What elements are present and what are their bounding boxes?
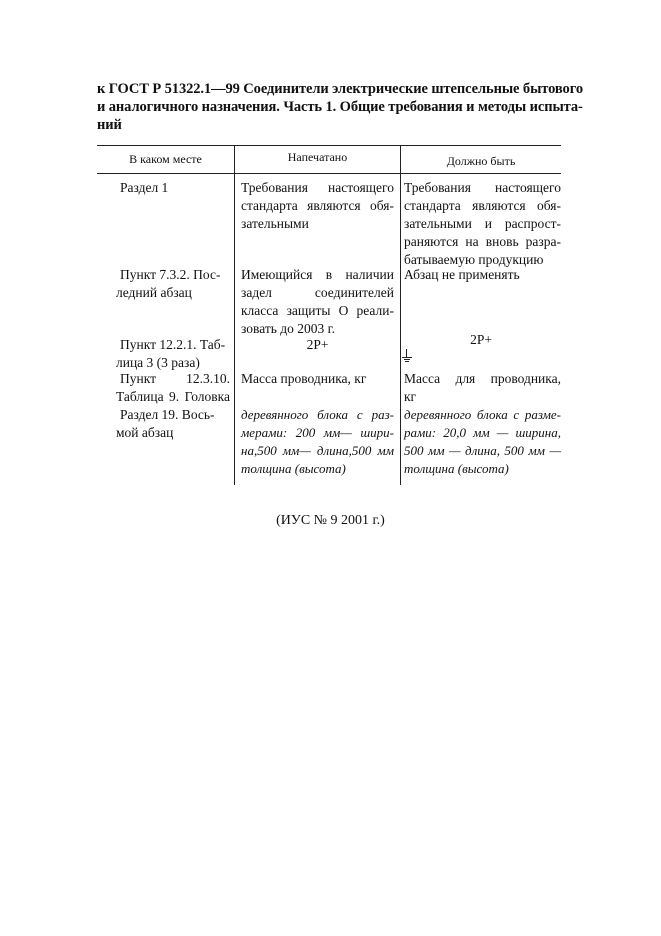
table-row-1-printed: Требования настоящего стандарта являются обя- зательными (241, 180, 394, 231)
table-row-1-place: Раздел 1 (120, 180, 169, 195)
table-row-3-should-be: 2Р+ (401, 331, 561, 363)
table-column-divider-2 (400, 145, 401, 485)
table-row-1-should-be: Требования настоящего стандарта являются обя- зательными и распрост- раняются на вновь разра- батываемую продукцию (404, 180, 561, 267)
table-top-rule (97, 145, 561, 146)
publication-reference: (ИУС № 9 2001 г.) (276, 513, 385, 528)
table-row-2-should-be: Абзац не применять (404, 267, 520, 282)
table-row-5-printed: деревянного блока с раз- мерами: 200 мм— шири- на,500 мм— длина,500 мм толщина (высота) (241, 407, 394, 476)
title-line-2: и аналогичного назначения. Часть 1. Общие требования и методы испыта- (97, 99, 583, 115)
table-row-4-printed: Масса проводника, кг (241, 371, 367, 386)
table-row-3-place: Пункт 12.2.1. Таб- лица 3 (3 раза) (116, 337, 226, 370)
header-place: В каком месте (129, 152, 202, 166)
table-row-2-place: Пункт 7.3.2. Пос- ледний абзац (116, 267, 221, 300)
header-printed: Напечатано (287, 150, 348, 164)
header-should-be: Должно быть (446, 154, 516, 168)
table-row-5-should-be: деревянного блока с разме- рами: 20,0 мм — ширина, 500 мм — длина, 500 мм — толщина (высота) (404, 407, 561, 476)
table-row-2-printed: Имеющийся в наличии задел соединителей класса защиты О реали- зовать до 2003 г. (241, 267, 394, 336)
table-row-3-printed: 2Р+ (306, 337, 329, 352)
title-line-1: к ГОСТ Р 51322.1—99 Соединители электрические штепсельные бытового (97, 81, 583, 97)
table-row-5-place: Раздел 19. Вось- мой абзац (116, 407, 215, 440)
table-column-divider-1 (234, 145, 235, 485)
page-title (97, 80, 583, 134)
table-row-4-should-be: Масса для проводника, кг (404, 371, 561, 404)
table-row-4-place: Пункт 12.3.10. Таблица 9. Головка (116, 371, 230, 404)
table-header-rule (97, 173, 561, 174)
title-line-3: ний (97, 117, 122, 133)
earth-ground-icon (402, 349, 412, 363)
